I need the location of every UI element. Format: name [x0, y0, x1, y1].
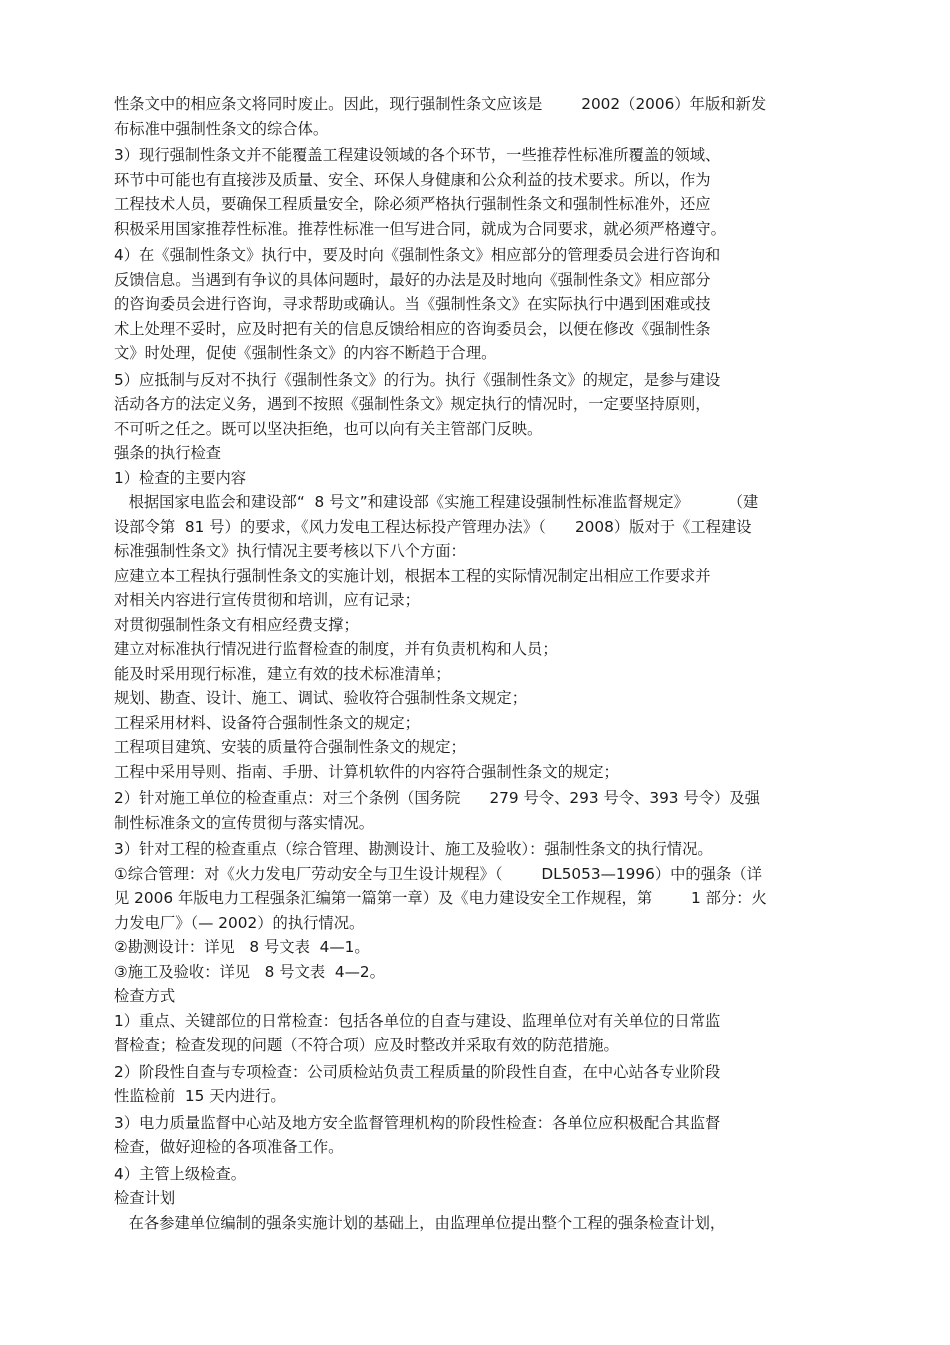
text-line: 对贯彻强制性条文有相应经费支撑； [114, 615, 359, 634]
text-line: 不可听之任之。既可以坚决拒绝，也可以向有关主管部门反映。 [114, 419, 543, 438]
paragraph [114, 735, 874, 760]
paragraph [114, 92, 874, 141]
text-line: ②勘测设计：详见 8 号文表 4—1。 [114, 938, 370, 956]
text-line: 性监检前 15 天内进行。 [114, 1087, 286, 1105]
text-line: 工程中采用导则、指南、手册、计算机软件的内容符合强制性条文的规定； [114, 762, 619, 781]
text-line: 性条文中的相应条文将同时废止。因此，现行强制性条文应该是 2002（2006）年版和新发 [114, 95, 767, 113]
paragraph [114, 1186, 874, 1211]
text-line: 在各参建单位编制的强条实施计划的基础上，由监理单位提出整个工程的强条检查计划， [114, 1213, 726, 1232]
text-line: 建立对标准执行情况进行监督检查的制度，并有负责机构和人员； [114, 640, 558, 658]
text-line: 积极采用国家推荐性标准。推荐性标准一但写进合同，就成为合同要求，就必须严格遵守。 [114, 219, 726, 238]
text-line: 2）针对施工单位的检查重点：对三个条例（国务院 279 号令、293 号令、393 号令）及强 [114, 789, 760, 807]
text-line: 布标准中强制性条文的综合体。 [114, 119, 329, 138]
paragraph [114, 837, 874, 862]
paragraph [114, 243, 874, 366]
paragraph [114, 1009, 874, 1058]
paragraph [114, 662, 874, 687]
paragraph [114, 613, 874, 638]
document-page [114, 92, 874, 1235]
text-line: 5）应抵制与反对不执行《强制性条文》的行为。执行《强制性条文》的规定，是参与建设 [114, 370, 721, 389]
text-line: 对相关内容进行宣传贯彻和培训，应有记录； [114, 591, 420, 609]
paragraph [114, 1211, 874, 1236]
text-line: 环节中可能也有直接涉及质量、安全、环保人身健康和公众利益的技术要求。所以，作为 [114, 170, 711, 189]
text-line: 术上处理不妥时，应及时把有关的信息反馈给相应的咨询委员会，以便在修改《强制性条 [114, 319, 711, 338]
paragraph [114, 786, 874, 835]
text-line: 活动各方的法定义务，遇到不按照《强制性条文》规定执行的情况时，一定要坚持原则， [114, 395, 711, 413]
text-line: 1）检查的主要内容 [114, 468, 247, 487]
paragraph [114, 1111, 874, 1160]
text-line: 制性标准条文的宣传贯彻与落实情况。 [114, 813, 375, 832]
paragraph [114, 368, 874, 442]
paragraph [114, 564, 874, 613]
text-line: 文》时处理，促使《强制性条文》的内容不断趋于合理。 [114, 344, 497, 362]
paragraph [114, 862, 874, 936]
text-line: 3）针对工程的检查重点（综合管理、勘测设计、施工及验收）：强制性条文的执行情况。 [114, 840, 713, 858]
paragraph [114, 960, 874, 985]
text-line: 工程采用材料、设备符合强制性条文的规定； [114, 713, 420, 732]
paragraph [114, 466, 874, 491]
text-line: 能及时采用现行标准，建立有效的技术标准清单； [114, 664, 451, 683]
text-line: 2）阶段性自查与专项检查：公司质检站负责工程质量的阶段性自查，在中心站各专业阶段 [114, 1062, 721, 1081]
text-line: 3）电力质量监督中心站及地方安全监督管理机构的阶段性检查：各单位应积极配合其监督 [114, 1113, 721, 1132]
text-line: 4）在《强制性条文》执行中，要及时向《强制性条文》相应部分的管理委员会进行咨询和 [114, 246, 721, 264]
text-line: 督检查；检查发现的问题（不符合项）应及时整改并采取有效的防范措施。 [114, 1036, 619, 1054]
text-line: 工程技术人员，要确保工程质量安全，除必须严格执行强制性条文和强制性标准外，还应 [114, 195, 711, 213]
paragraph [114, 1060, 874, 1109]
paragraph [114, 490, 874, 564]
paragraph [114, 686, 874, 711]
text-line: 见 2006 年版电力工程强条汇编第一篇第一章）及《电力建设安全工作规程，第 1 部分：火 [114, 889, 767, 907]
text-line: 反馈信息。当遇到有争议的具体问题时，最好的办法是及时地向《强制性条文》相应部分 [114, 270, 711, 289]
text-line: 工程项目建筑、安装的质量符合强制性条文的规定； [114, 738, 466, 756]
text-line: 检查，做好迎检的各项准备工作。 [114, 1138, 344, 1156]
paragraph [114, 984, 874, 1009]
paragraph [114, 637, 874, 662]
paragraph [114, 441, 874, 466]
text-line: 力发电厂》（— 2002）的执行情况。 [114, 913, 365, 932]
text-line: 1）重点、关键部位的日常检查：包括各单位的自查与建设、监理单位对有关单位的日常监 [114, 1011, 721, 1030]
text-line: ③施工及验收：详见 8 号文表 4—2。 [114, 962, 385, 981]
paragraph [114, 711, 874, 736]
text-line: 规划、勘查、设计、施工、调试、验收符合强制性条文规定； [114, 689, 528, 707]
text-line: 根据国家电监会和建设部“ 8 号文”和建设部《实施工程建设强制性标准监督规定》 （建 [114, 493, 759, 511]
paragraph [114, 935, 874, 960]
text-line: 的咨询委员会进行咨询，寻求帮助或确认。当《强制性条文》在实际执行中遇到困难或技 [114, 295, 711, 313]
text-line: 检查计划 [114, 1189, 176, 1207]
text-line: ①综合管理：对《火力发电厂劳动安全与卫生设计规程》（ DL5053—1996）中的强条（详 [114, 864, 762, 883]
text-line: 检查方式 [114, 987, 176, 1005]
paragraph [114, 760, 874, 785]
text-line: 3）现行强制性条文并不能覆盖工程建设领域的各个环节，一些推荐性标准所覆盖的领域、 [114, 146, 721, 164]
paragraph [114, 1162, 874, 1187]
text-line: 标准强制性条文》执行情况主要考核以下八个方面： [114, 542, 466, 560]
text-line: 设部令第 81 号）的要求，《风力发电工程达标投产管理办法》（ 2008）版对于《工程建设 [114, 517, 752, 536]
paragraph [114, 143, 874, 241]
text-line: 强条的执行检查 [114, 444, 222, 462]
text-line: 4）主管上级检查。 [114, 1164, 247, 1183]
text-line: 应建立本工程执行强制性条文的实施计划，根据本工程的实际情况制定出相应工作要求并 [114, 566, 711, 585]
